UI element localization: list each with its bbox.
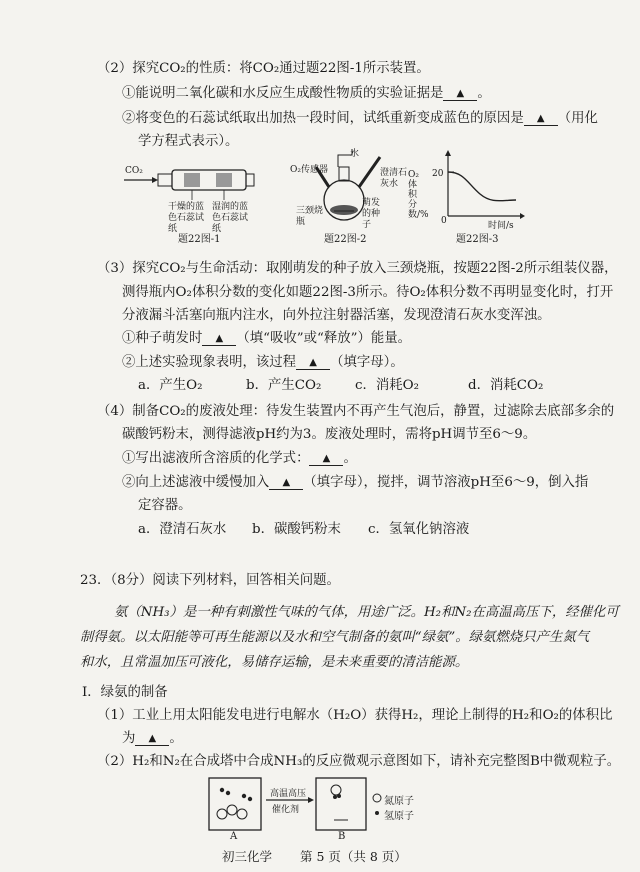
q22-3-line2: 测得瓶内O₂体积分数的变化如题22图-3所示。待O₂体积分数不再明显变化时，打开 [122, 285, 614, 300]
q23-para2: 制得氨。以太阳能等可再生能源以及水和空气制备的氨叫“绿氨”。绿氨燃烧只产生氮气 [80, 630, 590, 645]
q23-1-end: 。 [169, 731, 183, 746]
q22-3-option-b[interactable]: b．产生CO₂ [246, 378, 322, 393]
hydrogen-atom-icon [375, 811, 379, 815]
q22-3-1-end: （填“吸收”或“释放”）能量。 [236, 331, 412, 346]
answer-blank[interactable]: ▲ [135, 733, 169, 746]
box-b-label: B [338, 831, 346, 842]
q22-4-option-a[interactable]: a．澄清石灰水 [138, 522, 227, 537]
q23-title: 23．（8分）阅读下列材料，回答相关问题。 [80, 573, 340, 588]
answer-blank[interactable]: ▲ [309, 453, 343, 466]
q22-2-2 [122, 110, 598, 127]
fig2-sensor-label: O₂传感器 [290, 165, 328, 175]
fig3-caption: 题22图-3 [456, 234, 499, 245]
q22-4-2-line2: 定容器。 [138, 498, 192, 513]
fig2-water-label: 水 [350, 149, 360, 159]
q22-4-1-text: ①写出滤液所含溶质的化学式： [122, 451, 310, 466]
q22-4-2-end: （填字母），搅拌，调节溶液pH至6～9，倒入指 [303, 475, 589, 490]
q23-1-text: 为 [122, 731, 136, 746]
legend-icons [372, 792, 382, 820]
q23-2-line1: （2）H₂和N₂在合成塔中合成NH₃的反应微观示意图如下，请补充完整图B中微观粒子。 [97, 754, 621, 769]
q22-3-1-text: ①种子萌发时 [122, 331, 203, 346]
q22-2-1 [122, 85, 491, 102]
answer-blank[interactable]: ▲ [202, 333, 236, 346]
q22-3-option-d[interactable]: d．消耗CO₂ [468, 378, 544, 393]
footer-subject: 初三化学 [222, 849, 273, 864]
q22-2-title: （2）探究CO₂的性质：将CO₂通过题22图-1所示装置。 [97, 61, 430, 76]
q22-3-1 [122, 330, 411, 347]
q22-4-line2: 碳酸钙粉末，测得滤液pH约为3。废液处理时，需将pH调节至6～9。 [122, 427, 537, 442]
q22-3-option-c[interactable]: c．消耗O₂ [355, 378, 420, 393]
q22-2-2-end: （用化 [557, 111, 598, 126]
q22-3-2-text: ②上述实验现象表明，该过程 [122, 355, 297, 370]
q23-para1: 氨（NH₃）是一种有刺激性气味的气体，用途广泛。H₂和N₂在高温高压下，经催化可 [114, 605, 619, 620]
o2-curve [448, 172, 516, 201]
fig3-origin: 0 [441, 216, 447, 226]
q22-3-option-a[interactable]: a．产生O₂ [138, 378, 203, 393]
legend-hydrogen: 氢原子 [384, 811, 414, 822]
q23-section-title: I．绿氨的制备 [82, 685, 168, 700]
fig2-flask-label: 三颈烧瓶 [296, 206, 324, 227]
fig2-limewater-label: 澄清石灰水 [380, 168, 408, 189]
fig1-gas-label: CO₂ [125, 166, 143, 176]
nitrogen-atom-icon [373, 794, 381, 802]
q23-para3: 和水，且常温加压可液化，易储存运输，是未来重要的清洁能源。 [80, 655, 469, 670]
footer-page-number: 第 5 页（共 8 页） [300, 849, 407, 864]
q22-2-1-text: ①能说明二氧化碳和水反应生成酸性物质的实验证据是 [122, 86, 444, 101]
q22-3-line1: （3）探究CO₂与生命活动：取刚萌发的种子放入三颈烧瓶，按题22图-2所示组装仪器， [97, 261, 618, 276]
arrow-label-top: 高温高压 [270, 789, 307, 799]
q22-4-2-text: ②向上述滤液中缓慢加入 [122, 475, 270, 490]
fig2-seeds-label: 萌发的种子 [362, 198, 381, 230]
box-b [316, 778, 366, 830]
box-a-label: A [230, 831, 238, 842]
answer-blank[interactable]: ▲ [269, 477, 303, 490]
q22-2-2-text: ②将变色的石蕊试纸取出加热一段时间，试纸重新变成蓝色的原因是 [122, 111, 524, 126]
q22-4-option-b[interactable]: b．碳酸钙粉末 [252, 522, 341, 537]
q22-4-line1: （4）制备CO₂的废液处理：待发生装置内不再产生气泡后，静置，过滤除去底部多余的 [97, 404, 615, 419]
arrow-label-bottom: 催化剂 [272, 805, 300, 815]
answer-blank[interactable]: ▲ [296, 357, 330, 370]
fig3-ylabel: O₂体积分数/% [408, 170, 429, 220]
fig3-xlabel: 时间/s [488, 221, 514, 231]
fig1-label-wet: 湿润的蓝色石蕊试纸 [212, 202, 249, 234]
q22-4-1-end: 。 [343, 451, 357, 466]
legend-nitrogen: 氮原子 [384, 796, 414, 807]
fig1-caption: 题22图-1 [178, 234, 221, 245]
answer-blank[interactable]: ▲ [443, 88, 477, 101]
q22-3-2 [122, 354, 404, 371]
box-a [209, 778, 261, 830]
q22-4-2 [122, 474, 588, 491]
q22-3-line3: 分液漏斗活塞向瓶内注水，向外拉注射器活塞，发现澄清石灰水变浑浊。 [122, 308, 551, 323]
q23-1-line2 [122, 730, 183, 747]
answer-blank[interactable]: ▲ [524, 113, 558, 126]
q22-3-2-end: （填字母）。 [330, 355, 404, 370]
q22-4-1 [122, 450, 357, 467]
q22-2-2-line2: 学方程式表示）。 [138, 134, 239, 149]
q23-1-line1: （1）工业上用太阳能发电进行电解水（H₂O）获得H₂，理论上制得的H₂和O₂的体积比 [97, 708, 613, 723]
q22-2-1-end: 。 [477, 86, 491, 101]
q22-4-option-c[interactable]: c．氢氧化钠溶液 [368, 522, 470, 537]
fig1-label-dry: 干燥的蓝色石蕊试纸 [168, 202, 205, 234]
fig3-ytick: 20 [432, 169, 444, 179]
fig2-caption: 题22图-2 [324, 234, 367, 245]
